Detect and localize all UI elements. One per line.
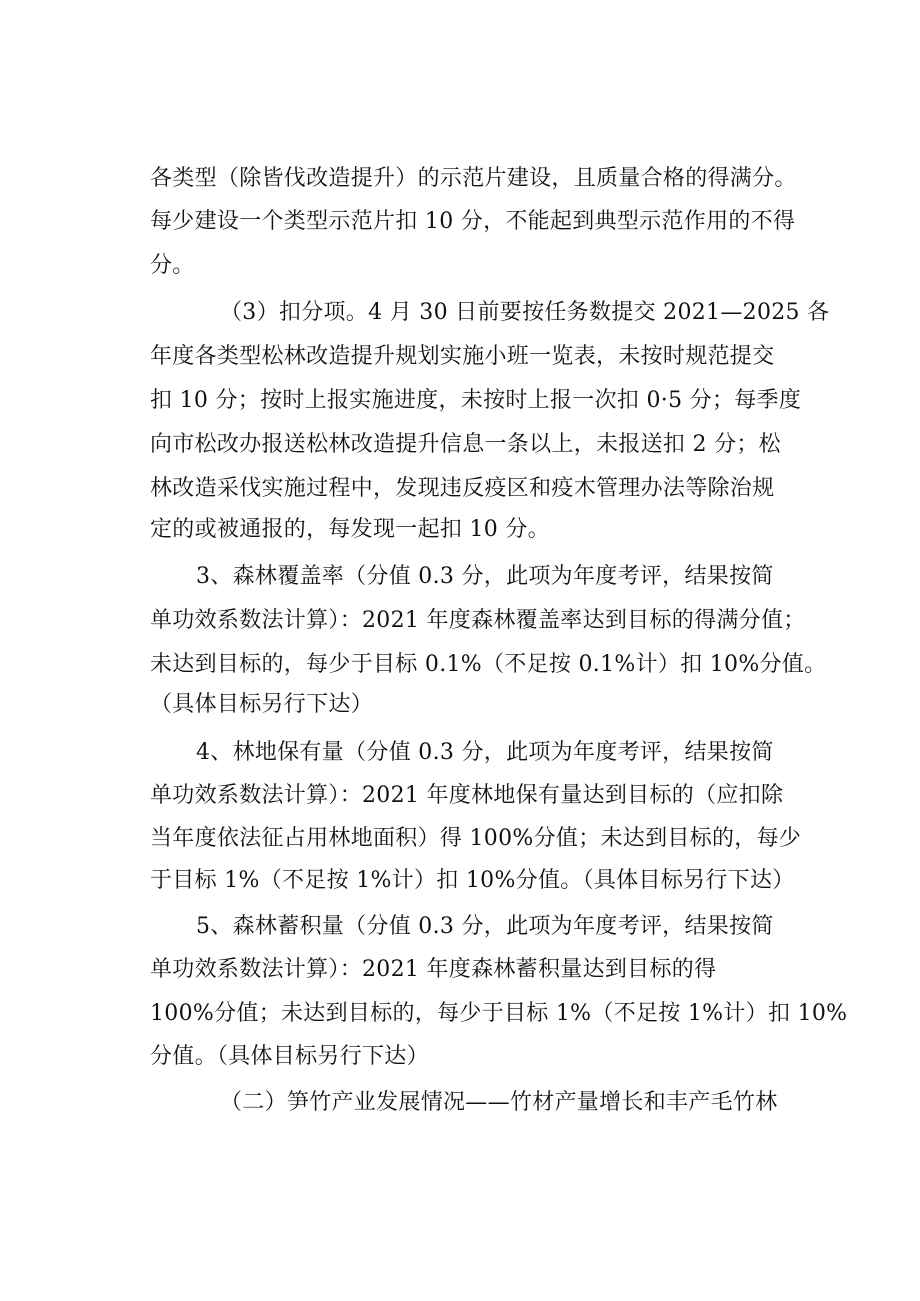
paragraph-line: 单功效系数法计算）：2021 年度林地保有量达到目标的（应扣除 <box>150 783 784 808</box>
paragraph-line: 定的或被通报的，每发现一起扣 10 分。 <box>150 517 550 542</box>
paragraph-line: 各类型（除皆伐改造提升）的示范片建设，且质量合格的得满分。 <box>150 166 797 191</box>
paragraph-line: （3）扣分项。4 月 30 日前要按任务数提交 2021—2025 各 <box>220 300 830 325</box>
paragraph-line: 单功效系数法计算）：2021 年度森林覆盖率达到目标的得满分值； <box>150 608 806 633</box>
paragraph-line: 每少建设一个类型示范片扣 10 分，不能起到典型示范作用的不得 <box>150 209 796 234</box>
paragraph-line: 单功效系数法计算）：2021 年度森林蓄积量达到目标的得 <box>150 957 717 982</box>
paragraph-line: 于目标 1%（不足按 1%计）扣 10%分值。（具体目标另行下达） <box>150 868 795 893</box>
paragraph-line: 扣 10 分；按时上报实施进度，未按时上报一次扣 0·5 分；每季度 <box>150 388 802 413</box>
paragraph-line: 当年度依法征占用林地面积）得 100%分值；未达到目标的，每少 <box>150 826 802 851</box>
paragraph-line: 5、森林蓄积量（分值 0.3 分，此项为年度考评，结果按简 <box>196 914 774 939</box>
paragraph-line: 向市松改办报送松林改造提升信息一条以上，未报送扣 2 分；松 <box>150 432 781 457</box>
paragraph-line: 未达到目标的，每少于目标 0.1%（不足按 0.1%计）扣 10%分值。 <box>150 652 827 677</box>
paragraph-line: 分。 <box>150 253 195 278</box>
paragraph-line: 分值。（具体目标另行下达） <box>150 1044 429 1069</box>
paragraph-line: （具体目标另行下达） <box>150 692 374 717</box>
paragraph-line: 4、林地保有量（分值 0.3 分，此项为年度考评，结果按简 <box>196 740 774 765</box>
section-heading: （二）笋竹产业发展情况——竹材产量增长和丰产毛竹林 <box>220 1090 778 1115</box>
paragraph-line: 3、森林覆盖率（分值 0.3 分，此项为年度考评，结果按简 <box>196 564 774 589</box>
paragraph-line: 年度各类型松林改造提升规划实施小班一览表，未按时规范提交 <box>150 344 775 369</box>
paragraph-line: 林改造采伐实施过程中，发现违反疫区和疫木管理办法等除治规 <box>150 476 775 501</box>
paragraph-line: 100%分值；未达到目标的，每少于目标 1%（不足按 1%计）扣 10% <box>150 1001 848 1026</box>
